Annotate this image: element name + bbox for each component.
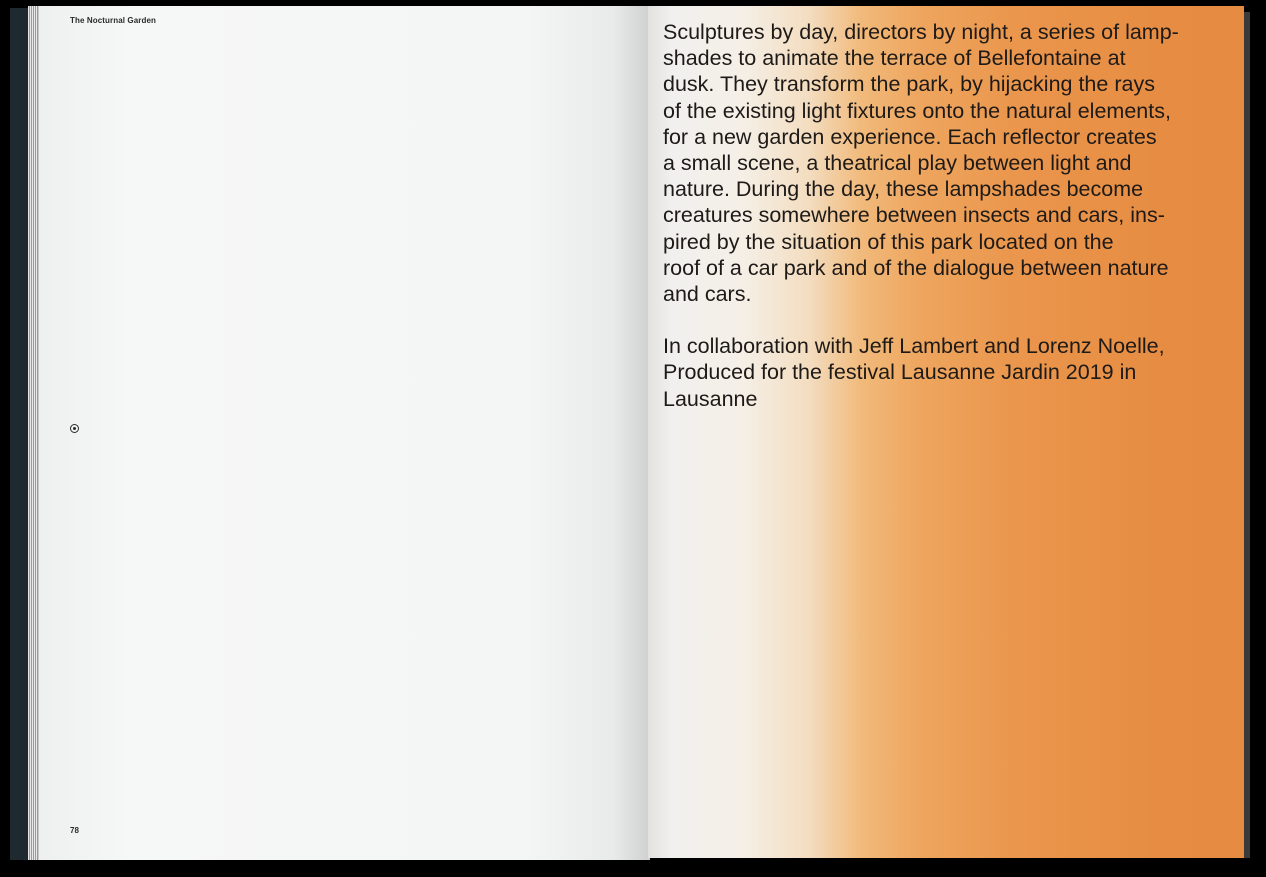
paragraph-1-line: of the existing light fixtures onto the natural elements, (663, 98, 1171, 123)
paragraph-2-line: In collaboration with Jeff Lambert and Lorenz Noelle, (663, 334, 1165, 359)
paragraph-1-line: pired by the situation of this park located on the (663, 229, 1114, 254)
circle-dot-icon (70, 424, 79, 433)
paragraph-1-line: shades to animate the terrace of Bellefontaine at (663, 46, 1126, 71)
paragraph-1-line: nature. During the day, these lampshades become (663, 177, 1144, 202)
paragraph-1-line: for a new garden experience. Each reflector creates (663, 124, 1157, 149)
left-page (38, 6, 650, 860)
paragraph-1-line: dusk. They transform the park, by hijacking the rays (663, 72, 1155, 97)
paragraph-2-line: Produced for the festival Lausanne Jardin 2019 in (663, 360, 1137, 385)
paragraph-1-line: a small scene, a theatrical play between light and (663, 151, 1132, 176)
paragraph-2-line: Lausanne (663, 386, 758, 411)
paragraph-1-line: Sculptures by day, directors by night, a series of lamp- (663, 20, 1179, 44)
paragraph-gap (663, 307, 1235, 333)
body-text (663, 19, 1235, 412)
running-head: The Nocturnal Garden (70, 16, 157, 25)
paragraph-1-line: creatures somewhere between insects and cars, ins- (663, 203, 1165, 228)
paragraph-1-line: and cars. (663, 282, 752, 307)
paragraph-1-line: roof of a car park and of the dialogue between nature (663, 255, 1169, 280)
page-number: 78 (70, 826, 79, 835)
